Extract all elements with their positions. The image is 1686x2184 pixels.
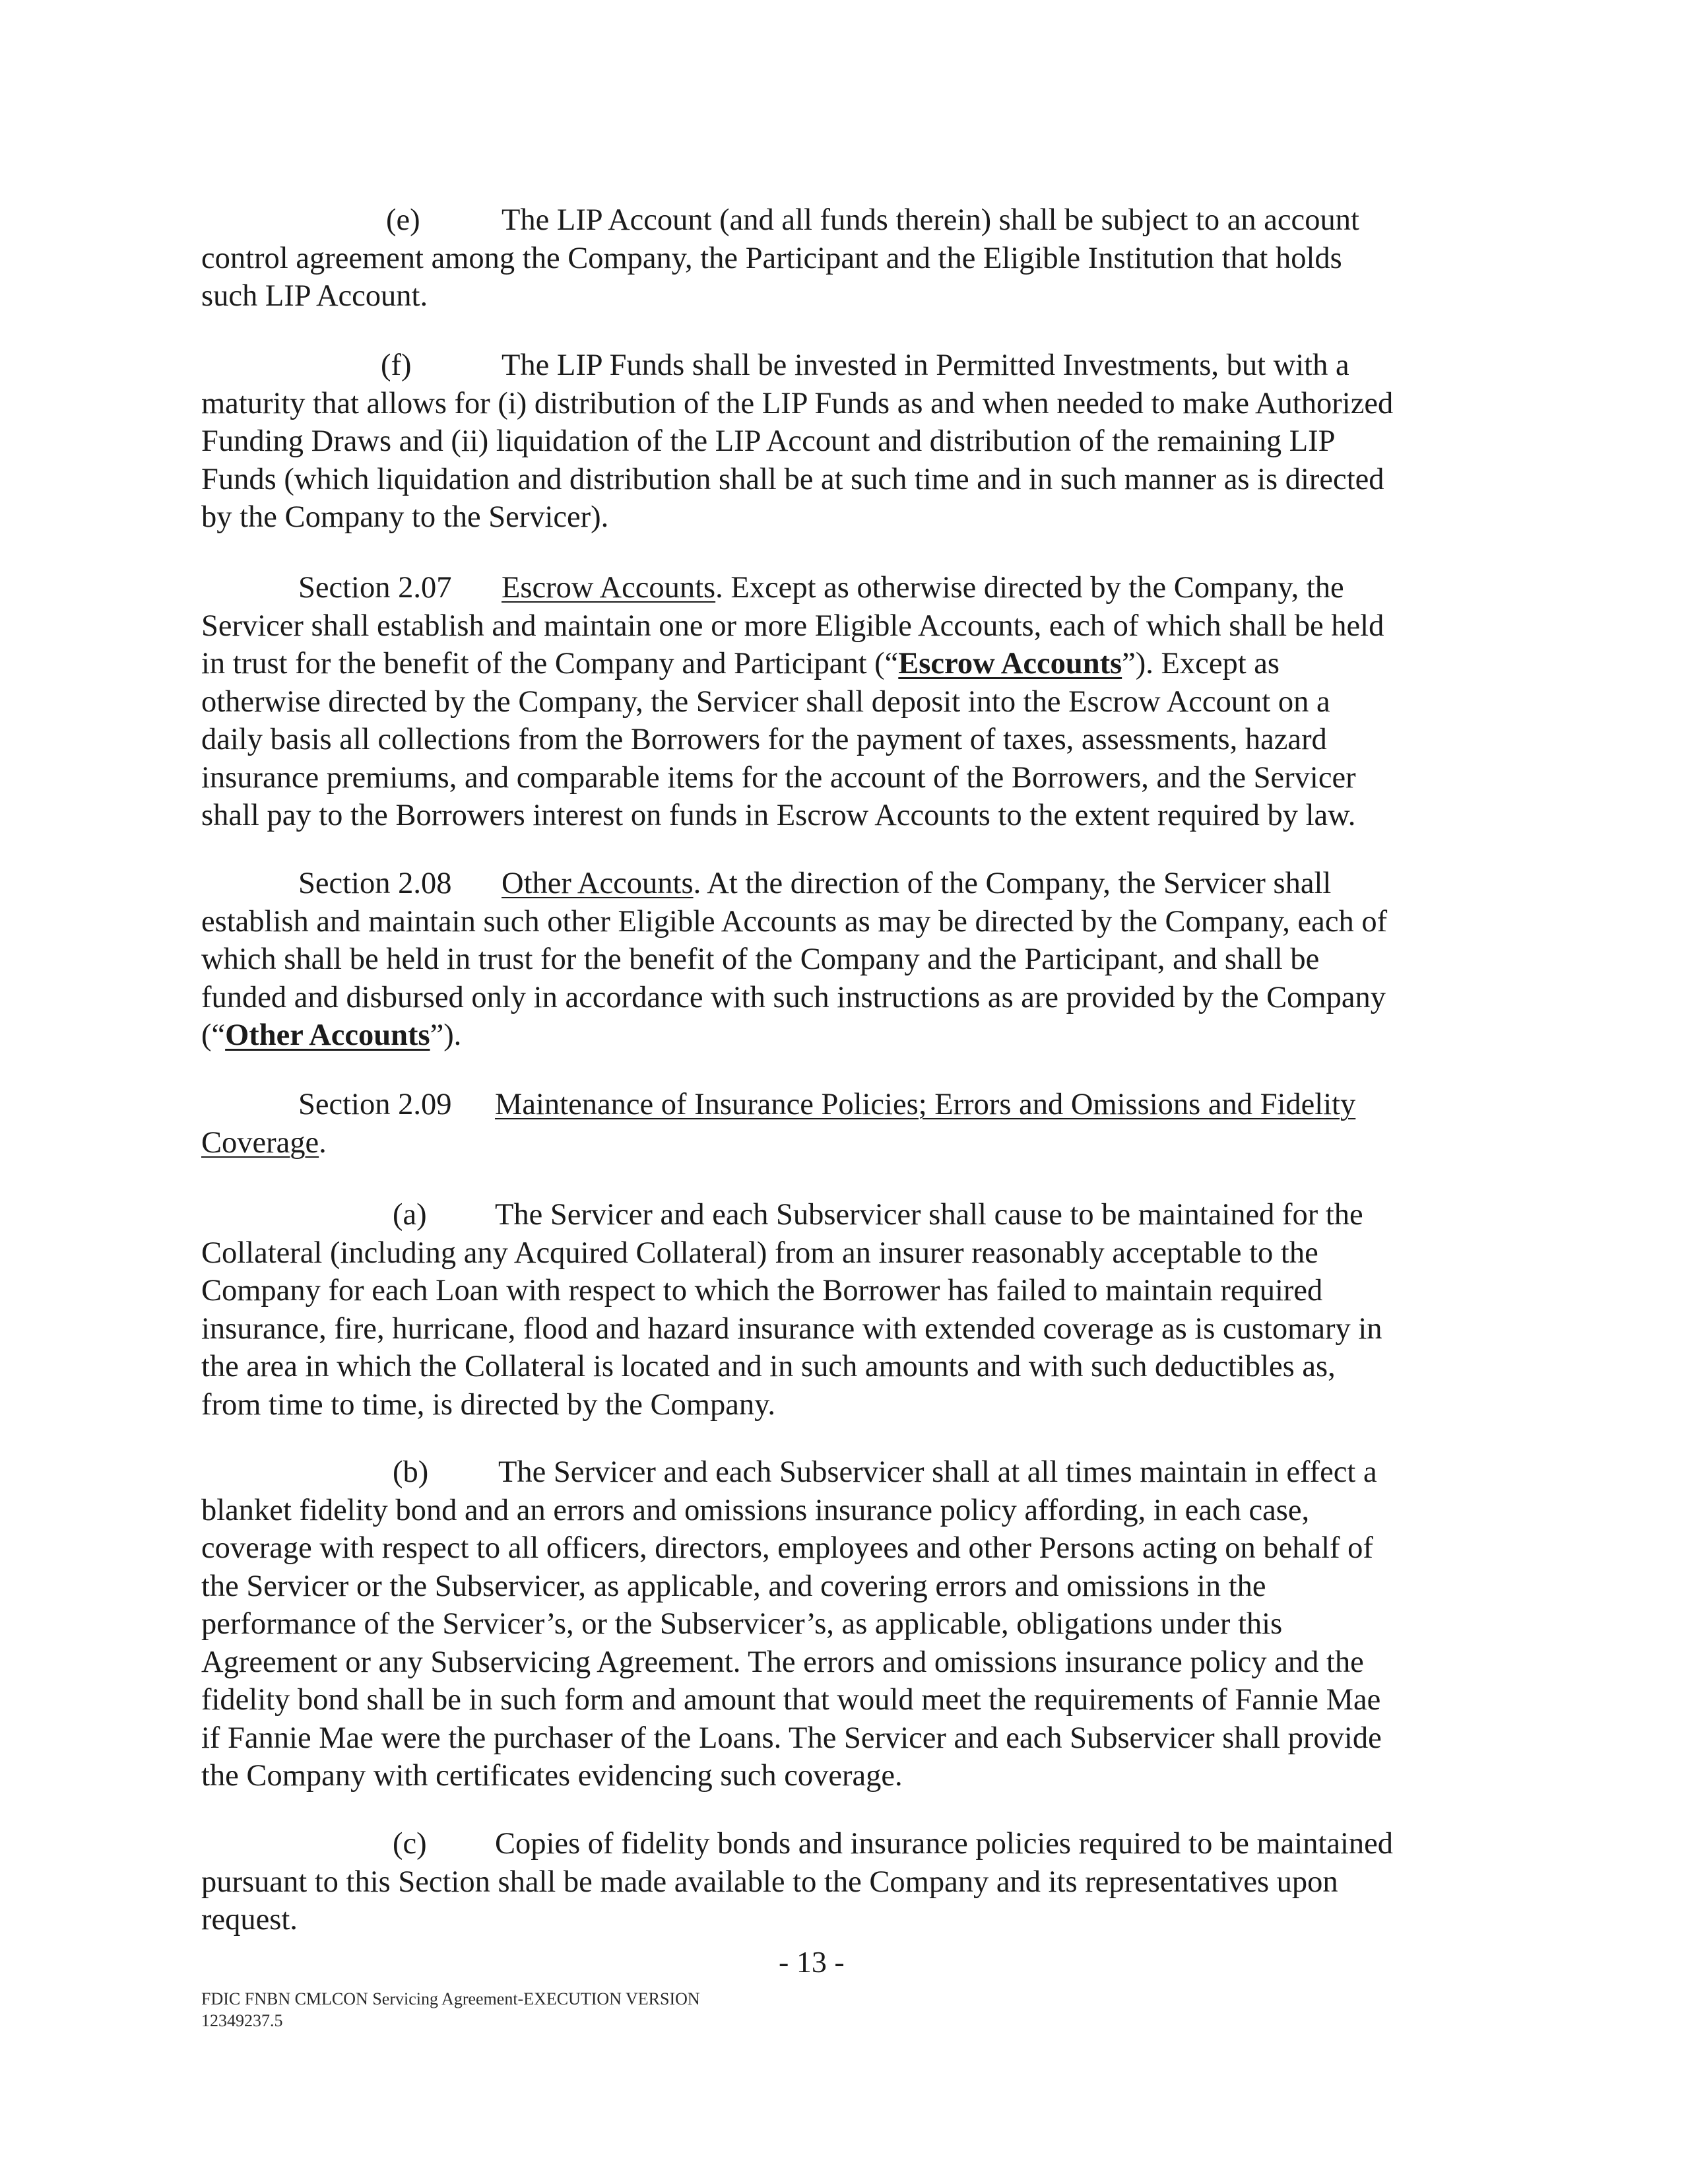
- defined-term-other-accounts: Other Accounts: [225, 1018, 430, 1052]
- text-line: establish and maintain such other Eligible Accounts as may be directed by the Company, each of: [201, 904, 1388, 939]
- paragraph-e-first-line: [201, 201, 1495, 240]
- text-line: daily basis all collections from the Borrowers for the payment of taxes, assessments, hazard: [201, 723, 1327, 756]
- section-2-09-heading-tail: .: [319, 1125, 327, 1160]
- paragraph-f: [201, 347, 1495, 537]
- text-line: the area in which the Collateral is located and in such amounts and with such deductibles as,: [201, 1350, 1336, 1383]
- text-line: by the Company to the Servicer).: [201, 500, 609, 534]
- paragraph-b: [201, 1453, 1495, 1795]
- text-line: Funding Draws and (ii) liquidation of the LIP Account and distribution of the remaining LIP: [201, 424, 1336, 458]
- section-2-09-heading-line2: Coverage: [201, 1125, 319, 1160]
- section-2-07-number: Section 2.07: [298, 571, 452, 605]
- paragraph-c: [201, 1825, 1495, 1939]
- text-line-with-defined-term: [201, 645, 1495, 683]
- text-line-with-defined-term: [201, 1016, 1495, 1055]
- text-line: insurance premiums, and comparable items for the account of the Borrowers, and the Servicer: [201, 760, 1356, 795]
- section-2-09-heading-continued: [201, 1124, 1495, 1162]
- paragraph-a-number: (a): [393, 1198, 427, 1232]
- paragraph-c-first-line: [201, 1825, 1495, 1863]
- section-2-07-heading: Escrow Accounts: [502, 571, 716, 605]
- paragraph-e-lead-text: The LIP Account (and all funds therein) shall be subject to an account: [502, 203, 1359, 237]
- paragraph-b-number: (b): [393, 1455, 429, 1489]
- text-line: pursuant to this Section shall be made available to the Company and its representatives upon: [201, 1865, 1338, 1899]
- section-2-08-first-line: [201, 865, 1495, 903]
- section-2-07: [201, 569, 1495, 835]
- defined-term-escrow-accounts: Escrow Accounts: [898, 647, 1122, 680]
- text-line: from time to time, is directed by the Company.: [201, 1387, 775, 1422]
- text-line: Servicer shall establish and maintain one or more Eligible Accounts, each of which shall be held: [201, 609, 1384, 643]
- footer-document-id: 12349237.5: [201, 2011, 283, 2030]
- paragraph-b-first-line: [201, 1453, 1495, 1492]
- text-line: shall pay to the Borrowers interest on funds in Escrow Accounts to the extent required by law.: [201, 799, 1356, 832]
- text-line: blanket fidelity bond and an errors and omissions insurance policy affording, in each case,: [201, 1493, 1310, 1527]
- paragraph-f-lead-text: The LIP Funds shall be invested in Permitted Investments, but with a: [502, 348, 1349, 382]
- text-line: Agreement or any Subservicing Agreement. The errors and omissions insurance policy and the: [201, 1645, 1364, 1679]
- text-line: performance of the Servicer’s, or the Subservicer’s, as applicable, obligations under this: [201, 1607, 1283, 1641]
- text-line: request.: [201, 1903, 298, 1936]
- text-line: if Fannie Mae were the purchaser of the Loans. The Servicer and each Subservicer shall provide: [201, 1721, 1382, 1755]
- paragraph-e-number: (e): [386, 203, 420, 237]
- text-fragment: (“: [201, 1018, 226, 1052]
- section-2-08-number: Section 2.08: [298, 867, 452, 900]
- paragraph-e: [201, 201, 1495, 315]
- section-2-07-heading-tail: . Except as otherwise directed by the Company, the: [715, 571, 1344, 605]
- paragraph-a: [201, 1196, 1495, 1424]
- text-line: the Company with certificates evidencing such coverage.: [201, 1759, 903, 1793]
- paragraph-a-first-line: [201, 1196, 1495, 1234]
- paragraph-c-lead-text: Copies of fidelity bonds and insurance policies required to be maintained: [495, 1827, 1394, 1861]
- text-fragment: ”).: [430, 1018, 462, 1052]
- paragraph-f-first-line: [201, 347, 1495, 385]
- section-2-08-heading: Other Accounts: [502, 867, 694, 900]
- text-fragment: in trust for the benefit of the Company and Participant (“: [201, 647, 899, 680]
- text-line: coverage with respect to all officers, directors, employees and other Persons acting on behalf of: [201, 1531, 1373, 1565]
- text-fragment: ”). Except as: [1122, 647, 1280, 680]
- section-2-09: [201, 1086, 1495, 1162]
- text-line: Collateral (including any Acquired Collateral) from an insurer reasonably acceptable to the: [201, 1236, 1318, 1270]
- text-line: funded and disbursed only in accordance with such instructions as are provided by the Company: [201, 980, 1386, 1014]
- paragraph-f-number: (f): [381, 348, 412, 382]
- text-line: insurance, fire, hurricane, flood and hazard insurance with extended coverage as is customary in: [201, 1311, 1382, 1346]
- paragraph-c-number: (c): [393, 1827, 427, 1861]
- section-2-09-heading: Maintenance of Insurance Policies; Errors and Omissions and Fidelity: [495, 1088, 1356, 1121]
- section-2-09-first-line: [201, 1086, 1495, 1124]
- section-2-08-heading-line: [502, 865, 1331, 903]
- page-number: - 13 -: [779, 1945, 845, 1979]
- section-2-07-first-line: [201, 569, 1495, 607]
- text-line: Company for each Loan with respect to which the Borrower has failed to maintain required: [201, 1274, 1323, 1307]
- text-line: the Servicer or the Subservicer, as applicable, and covering errors and omissions in the: [201, 1569, 1266, 1603]
- text-line: maturity that allows for (i) distribution of the LIP Funds as and when needed to make Authorized: [201, 386, 1394, 420]
- text-line: such LIP Account.: [201, 279, 428, 313]
- paragraph-a-lead-text: The Servicer and each Subservicer shall cause to be maintained for the: [495, 1198, 1363, 1232]
- text-line: fidelity bond shall be in such form and amount that would meet the requirements of Fannie Mae: [201, 1683, 1381, 1717]
- section-2-08-heading-tail: . At the direction of the Company, the Servicer shall: [693, 867, 1332, 900]
- paragraph-b-lead-text: The Servicer and each Subservicer shall at all times maintain in effect a: [498, 1455, 1377, 1489]
- document-footer: [201, 1988, 700, 2032]
- text-line: which shall be held in trust for the benefit of the Company and the Participant, and shall be: [201, 943, 1320, 976]
- text-line: control agreement among the Company, the Participant and the Eligible Institution that holds: [201, 241, 1342, 275]
- section-2-08: [201, 865, 1495, 1055]
- text-line: otherwise directed by the Company, the Servicer shall deposit into the Escrow Account on a: [201, 684, 1330, 719]
- footer-document-title: FDIC FNBN CMLCON Servicing Agreement-EXECUTION VERSION: [201, 1989, 700, 2008]
- section-2-09-number: Section 2.09: [298, 1088, 452, 1121]
- text-line: Funds (which liquidation and distribution shall be at such time and in such manner as is directed: [201, 462, 1384, 496]
- section-2-07-heading-line: [502, 569, 1344, 607]
